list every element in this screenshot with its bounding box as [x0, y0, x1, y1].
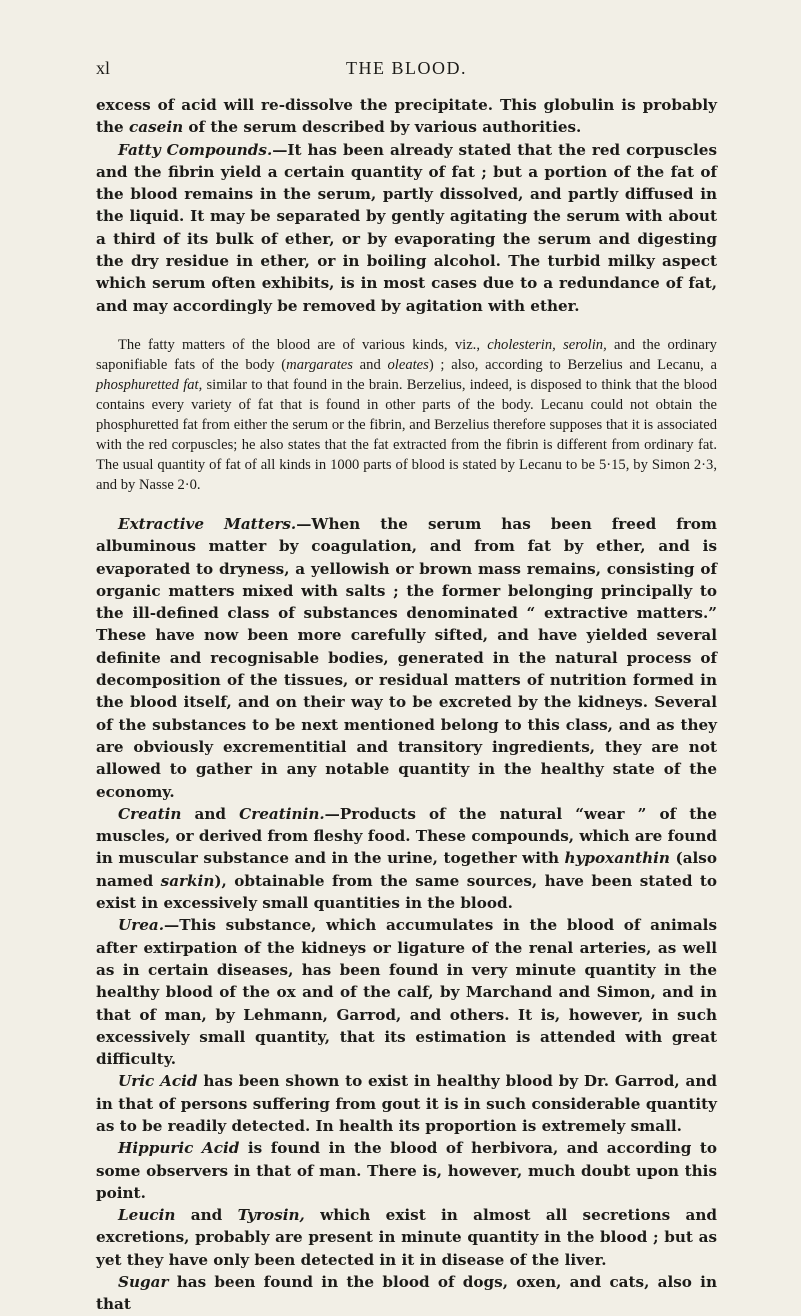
- section-heading: Urea.: [118, 916, 165, 935]
- section-heading: Fatty Compounds.: [118, 140, 273, 159]
- paragraph-uric-acid: Uric Acid has been shown to exist in healthy blood by Dr. Garrod, and in that of persons suffering from gout it is in such considerable quantity as to be readily detected. In health its proportion is extremely small.: [96, 1072, 717, 1135]
- paragraph-hippuric-acid: Hippuric Acid is found in the blood of herbivora, and according to some observers in that of man. There is, however, much doubt upon this point.: [96, 1139, 717, 1202]
- running-title: THE BLOOD.: [346, 58, 467, 78]
- paragraph-globulin: excess of acid will re-dissolve the precipitate. This globulin is probably the casein of the serum described by various authorities.: [96, 96, 717, 137]
- main-text-continued: [96, 513, 717, 1316]
- paragraph-extractive-matters: Extractive Matters.—When the serum has been freed from albuminous matter by coagulation, and from fat by ether, and is evaporated to dryness, a yellowish or brown mass remains, consisting of organic matters mixed with salts ; the former belonging principally to the ill-defined class of substances denominated “ extractive matters.” These have now been more carefully sifted, and have yielded several definite and recognisable bodies, generated in the natural process of decomposition of the tissues, or residual matters of nutrition formed in the blood itself, and on their way to be excreted by the kidneys. Several of the substances to be next mentioned belong to this class, and as they are obviously excrementitial and transitory ingredients, they are not allowed to gather in any notable quantity in the healthy state of the economy.: [96, 514, 717, 801]
- paragraph-leucin: Leucin and Tyrosin, which exist in almost all secretions and excretions, probably are present in minute quantity in the blood ; but as yet they have only been detected in it in disease of the liver.: [96, 1206, 717, 1269]
- footnote-block: [96, 335, 717, 495]
- section-heading: Uric Acid: [118, 1072, 198, 1091]
- paragraph-urea: Urea.—This substance, which accumulates in the blood of animals after extirpation of the kidneys or ligature of the renal arteries, as well as in certain diseases, has been found in very minute quantity in the healthy blood of the ox and of the calf, by Marchand and Simon, and in that of man, by Lehmann, Garrod, and others. It is, however, in such excessively small quantity, that its estimation is attended with great difficulty.: [96, 916, 717, 1069]
- section-heading: Sugar: [118, 1273, 169, 1292]
- section-heading: Hippuric Acid: [118, 1139, 240, 1158]
- page-header: [96, 58, 717, 84]
- section-heading: Extractive Matters.: [118, 514, 297, 533]
- paragraph-sugar: Sugar has been found in the blood of dogs, oxen, and cats, also in that: [96, 1273, 717, 1314]
- note-fatty-matters: The fatty matters of the blood are of various kinds, viz., cholesterin, serolin, and the ordinary saponifiable fats of the body (margarates and oleates) ; also, according to Berzelius and Lecanu, a phosphuretted fat, similar to that found in the brain. Berzelius, indeed, is disposed to think that the blood contains every variety of fat that is found in other parts of the body. Lecanu could not obtain the phosphuretted fat from either the serum or the fibrin, and Berzelius therefore supposes that it is associated with the red corpuscles; he also states that the fat extracted from the fibrin is different from ordinary fat. The usual quantity of fat of all kinds in 1000 parts of blood is stated by Lecanu to be 5·15, by Simon 2·3, and by Nasse 2·0.: [96, 336, 717, 493]
- paragraph-fatty-compounds: Fatty Compounds.—It has been already stated that the red corpuscles and the fibrin yield a certain quantity of fat ; but a portion of the fat of the blood remains in the serum, partly dissolved, and partly diffused in the liquid. It may be separated by gently agitating the serum with about a third of its bulk of ether, or by evaporating the serum and digesting the dry residue in ether, or in boiling alcohol. The turbid milky aspect which serum often exhibits, is in most cases due to a redundance of fat, and may accordingly be removed by agitation with ether.: [96, 140, 717, 315]
- page-number: xl: [96, 58, 111, 78]
- paragraph-creatin: Creatin and Creatinin.—Products of the natural “wear ” of the muscles, or derived from fleshy food. These compounds, which are found in muscular substance and in the urine, together with hypoxanthin (also named sarkin), obtainable from the same sources, have been stated to exist in excessively small quantities in the blood.: [96, 804, 717, 913]
- main-text: [96, 94, 717, 317]
